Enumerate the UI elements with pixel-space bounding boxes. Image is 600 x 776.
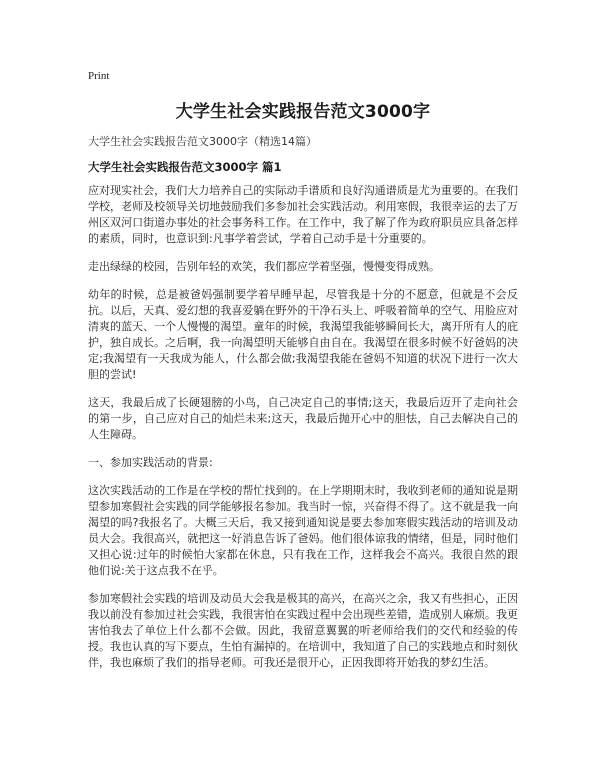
paragraph: 参加寒假社会实践的培训及动员大会我是极其的高兴，在高兴之余，我又有些担心，正因我以前没有参加过社会实践，我很害怕在实践过程中会出现些差错，造成别人麻烦。我更害怕我去了单位上什么都不会做。因此，我留意翼翼的听老师给我们的交代和经验的传授。我也认真的写下要点，生怕有漏掉的。在培训中，我知道了自己的实践地点和时刻伙伴，我也麻烦了我们的指导老师。可我还是很开心，正因我即将开始我的梦幻生活。 [88, 592, 518, 669]
paragraph: 走出绿绿的校园，告别年轻的欢笑，我们都应学着坚强，慢慢变得成熟。 [88, 260, 440, 273]
paragraph: 应对现实社会，我们大力培养自己的实际动手谱质和良好沟通谱质是尤为重要的。在我们学校，老师及校领导关切地鼓励我们多参加社会实践活动。利用寒假，我很幸运的去了万州区双河口街道办事处的社会事务科工作。在工作中，我了解了作为政府职员应具备怎样的素质，同时，也意识到:凡事学着尝试，学着自己动手是十分重要的。 [88, 184, 518, 245]
document-subtitle: 大学生社会实践报告范文3000字（精选14篇） [88, 135, 317, 148]
page-title: 大学生社会实践报告范文3000字 [175, 102, 431, 122]
paragraph-heading: 一、参加实践活动的背景: [88, 456, 213, 469]
section-heading: 大学生社会实践报告范文3000字 篇1 [88, 160, 282, 174]
paragraph: 幼年的时候，总是被爸妈强制要学着早睡早起，尽管我是十分的不愿意，但就是不会反抗。以后，天真、爱幻想的我喜爱躺在野外的干净石头上、呼吸着简单的空气、用脸应对清爽的蓝天、一个人慢慢的渴望。童年的时候，我渴望我能够瞬间长大，离开所有人的庇护，独自成长。之后啊，我一向渴望明天能够自由自在。我渴望在很多时候不好爸妈的决定;我渴望有一天我成为能人，什么都会做;我渴望我能在爸妈不知道的状况下进行一次大胆的尝试! [88, 288, 518, 381]
document-body [88, 183, 518, 683]
print-link[interactable]: Print [88, 70, 110, 82]
paragraph: 这次实践活动的工作是在学校的帮忙找到的。在上学期期末时，我收到老师的通知说是期望参加寒假社会实践的同学能够报名参加。我当时一惊，兴奋得不得了。这不就是我一向渴望的吗?我报名了。大概三天后，我又接到通知说是要去参加寒假实践活动的培训及动员大会。我很高兴，就把这一好消息告诉了爸妈。他们很体谅我的情绪，但是，同时他们又担心说:过年的时候怕大家都在休息，只有我在工作，这样我会不高兴。我很自然的跟他们说:关于这点我不在乎。 [88, 484, 518, 577]
paragraph: 这天，我最后成了长硬翅膀的小鸟，自己决定自己的事情;这天，我最后迈开了走向社会的第一步，自己应对自己的灿烂未来;这天，我最后抛开心中的胆怯，自己去解决自己的人生障碍。 [88, 396, 518, 441]
